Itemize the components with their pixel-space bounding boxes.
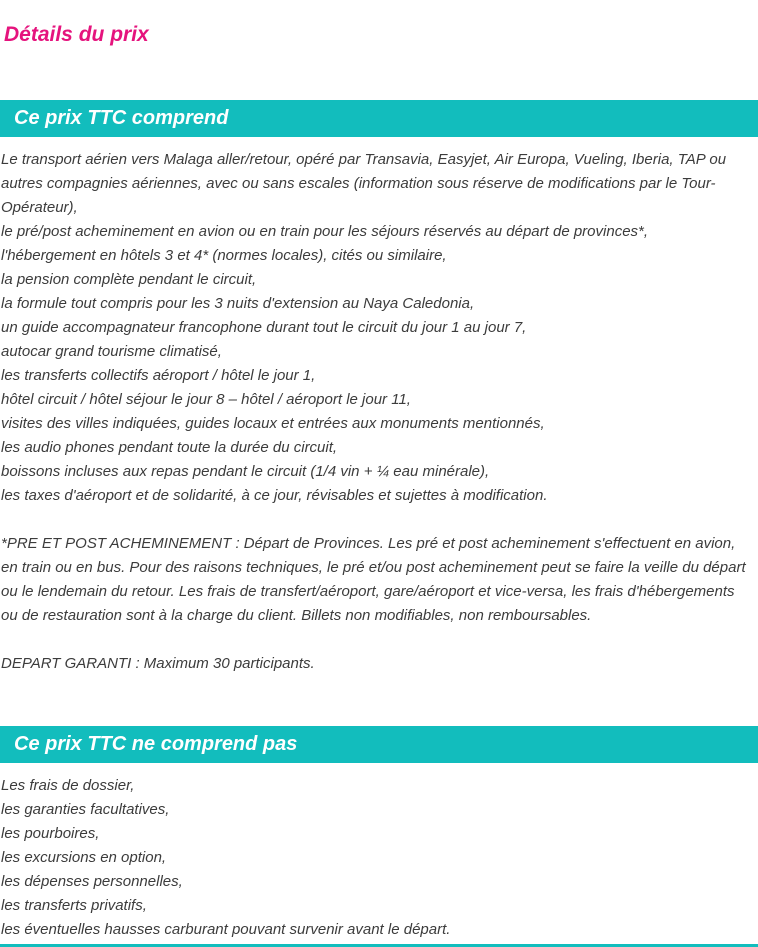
excludes-item: les excursions en option, xyxy=(1,849,167,866)
excludes-item: Les frais de dossier, xyxy=(1,777,135,794)
includes-item: Le transport aérien vers Malaga aller/retour, opéré par Transavia, Easyjet, Air Europa, Vueling, Iberia, TAP ou autres compagnies aériennes, avec ou sans escales (information sous réserve de modifications par le Tour-Opérateur), xyxy=(1,151,727,216)
excludes-item: les dépenses personnelles, xyxy=(1,873,183,890)
excludes-item: les transferts privatifs, xyxy=(1,897,147,914)
includes-item: le pré/post acheminement en avion ou en train pour les séjours réservés au départ de provinces*, xyxy=(1,223,649,240)
includes-item: les taxes d'aéroport et de solidarité, à ce jour, révisables et sujettes à modification. xyxy=(1,487,548,504)
includes-item: autocar grand tourisme climatisé, xyxy=(1,343,222,360)
section-heading-excludes xyxy=(0,726,758,763)
includes-item: la pension complète pendant le circuit, xyxy=(1,271,257,288)
includes-item: hôtel circuit / hôtel séjour le jour 8 – hôtel / aéroport le jour 11, xyxy=(1,391,411,408)
excludes-item: les pourboires, xyxy=(1,825,100,842)
includes-section xyxy=(0,137,758,676)
section-heading-includes xyxy=(0,100,758,137)
includes-item: visites des villes indiquées, guides locaux et entrées aux monuments mentionnés, xyxy=(1,415,545,432)
note-pre-post-acheminement: *PRE ET POST ACHEMINEMENT : Départ de Provinces. Les pré et post acheminement s'effectuent en avion, en train ou en bus. Pour des raisons techniques, le pré et/ou post acheminement peut se faire la veille du départ ou le lendemain du retour. Les frais de transfert/aéroport, gare/aéroport et vice-versa, les frais d'hébergements ou de restauration sont à la charge du client. Billets non modifiables, non remboursables. xyxy=(1,535,746,624)
section-heading-includes-label: Ce prix TTC comprend xyxy=(14,107,229,129)
includes-item: l'hébergement en hôtels 3 et 4* (normes locales), cités ou similaire, xyxy=(1,247,447,264)
excludes-item: les éventuelles hausses carburant pouvant survenir avant le départ. xyxy=(1,921,451,938)
excludes-item: les garanties facultatives, xyxy=(1,801,170,818)
excludes-section xyxy=(0,763,758,942)
includes-item: la formule tout compris pour les 3 nuits d'extension au Naya Caledonia, xyxy=(1,295,475,312)
section-heading-excludes-label: Ce prix TTC ne comprend pas xyxy=(14,733,298,755)
note-depart-garanti: DEPART GARANTI : Maximum 30 participants. xyxy=(1,655,315,672)
includes-item: boissons incluses aux repas pendant le circuit (1/4 vin + ¼ eau minérale), xyxy=(1,463,490,480)
page-title: Détails du prix xyxy=(4,23,149,46)
includes-item: les transferts collectifs aéroport / hôtel le jour 1, xyxy=(1,367,316,384)
includes-item: un guide accompagnateur francophone durant tout le circuit du jour 1 au jour 7, xyxy=(1,319,527,336)
includes-item: les audio phones pendant toute la durée du circuit, xyxy=(1,439,338,456)
